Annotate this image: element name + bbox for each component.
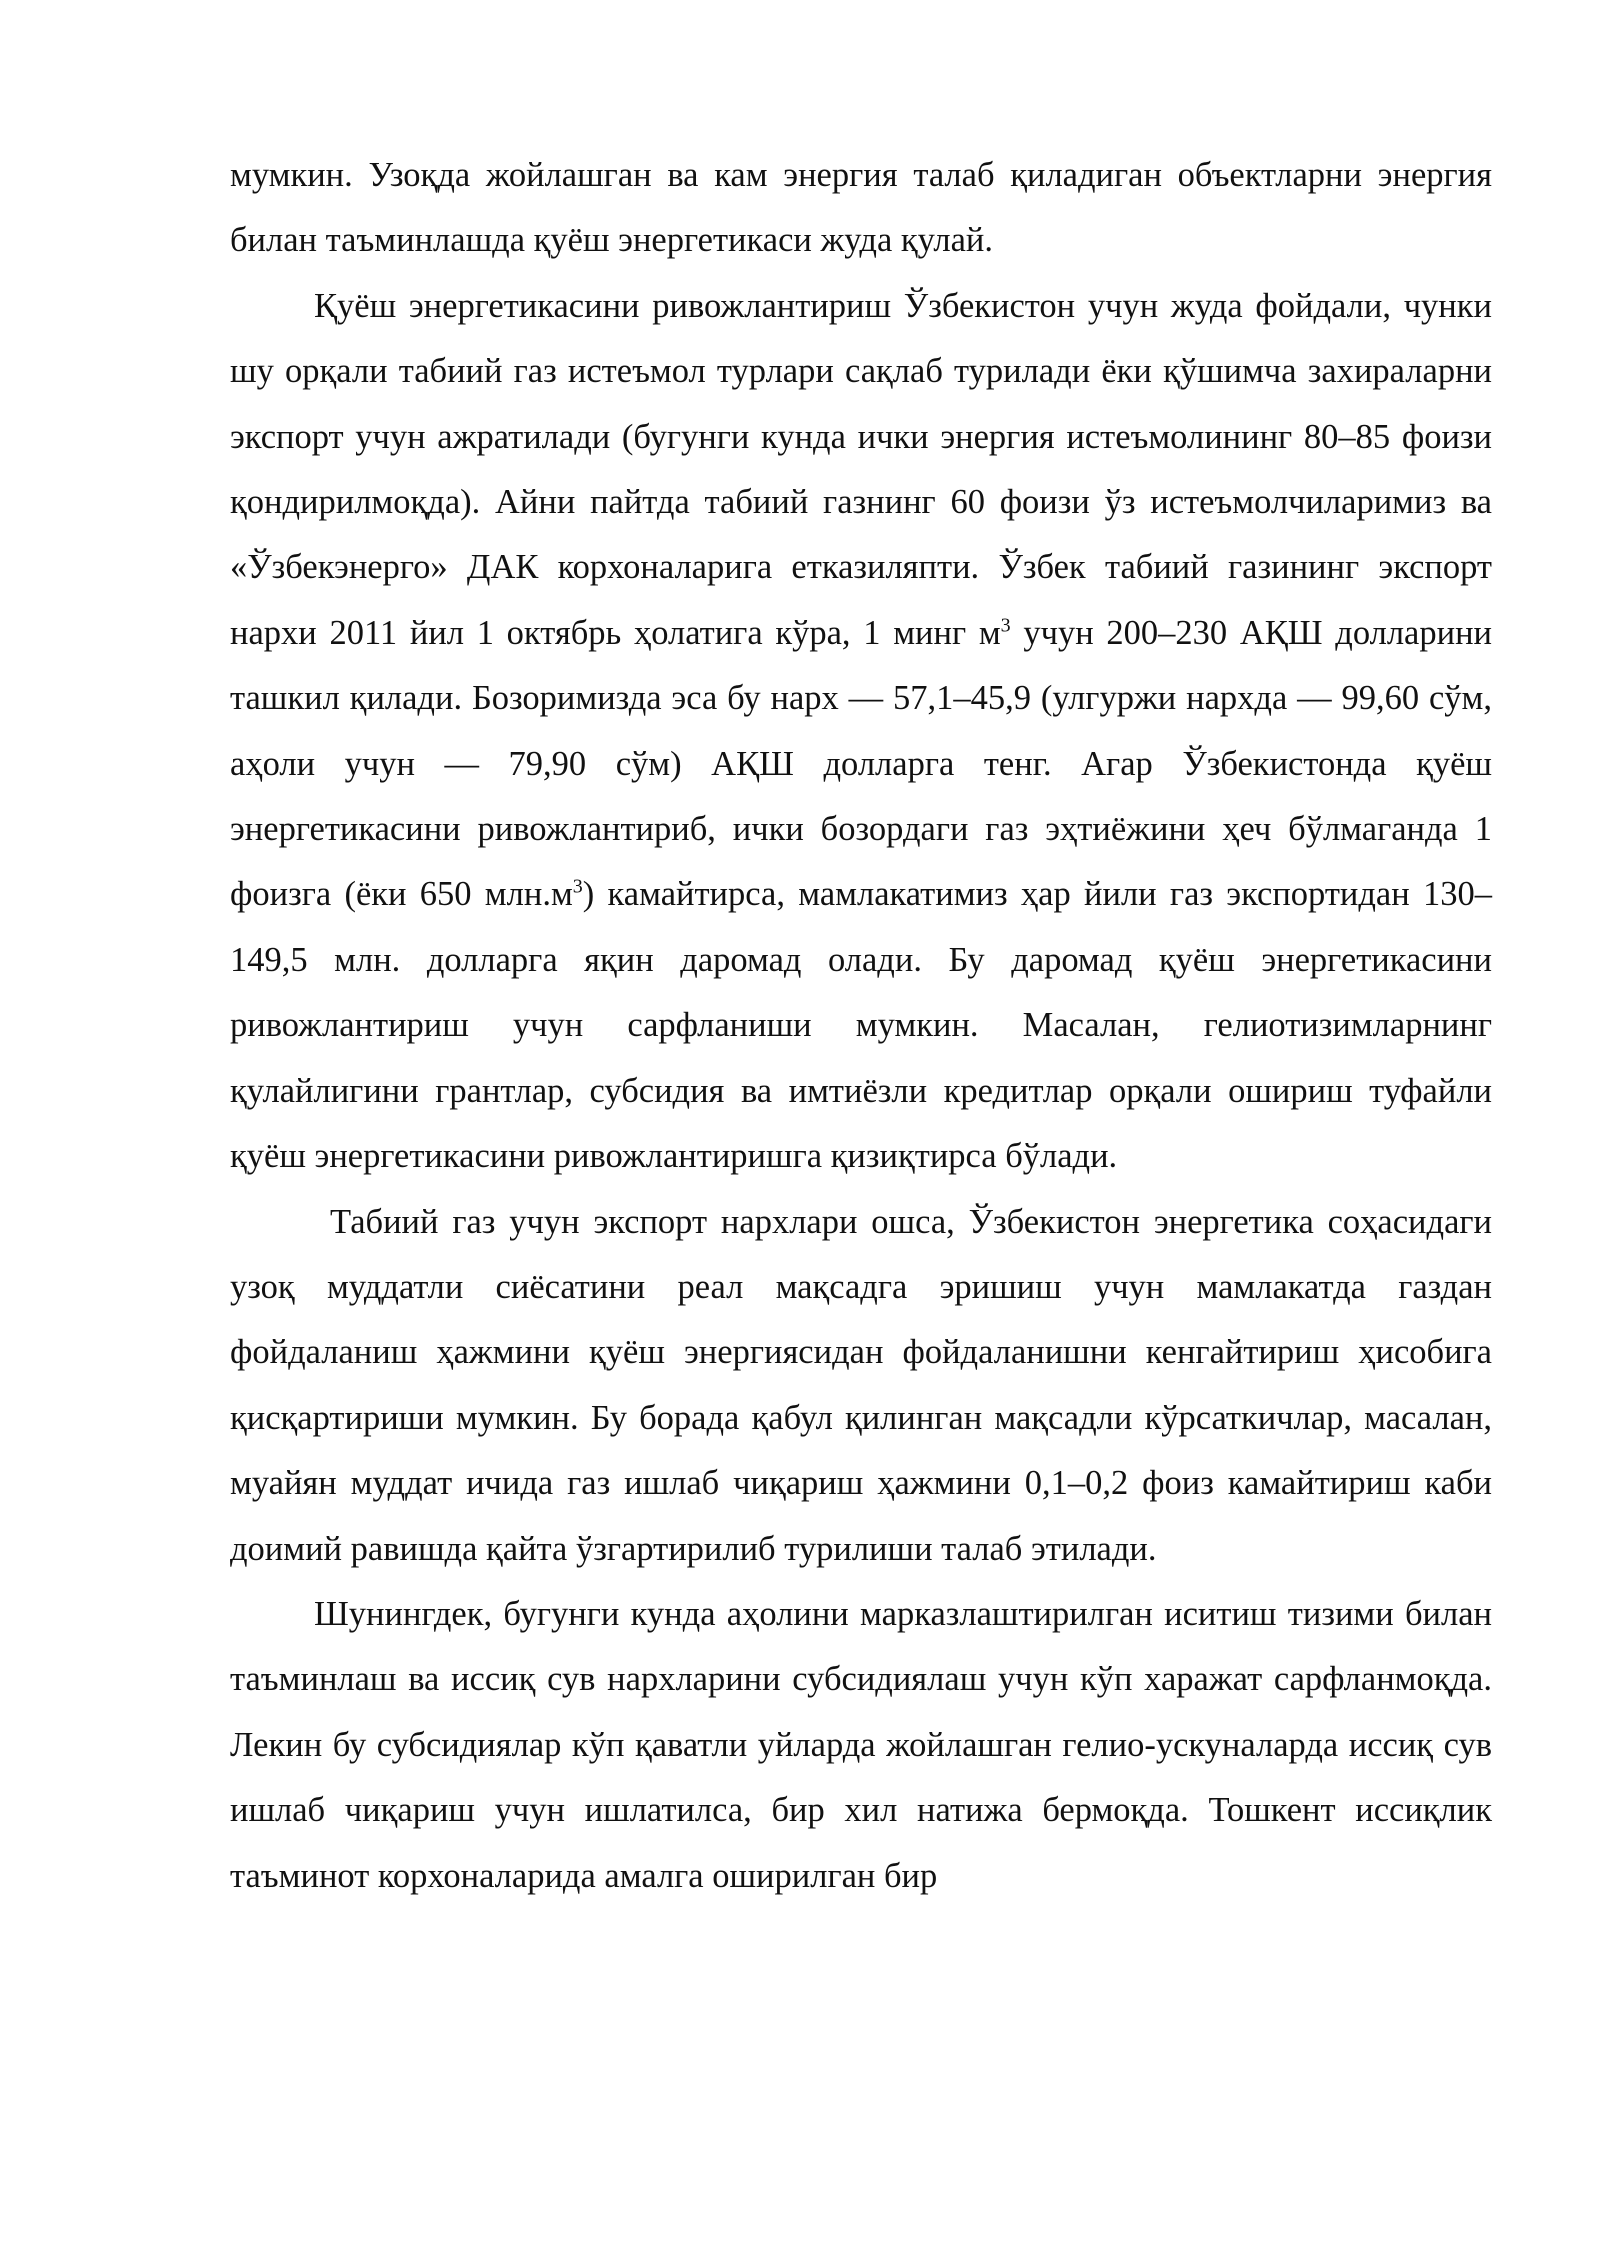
- paragraph-text-segment: ) камайтирса, мамлакатимиз ҳар йили газ экспортидан 130–149,5 млн. долларга яқин даромад олади. Бу даромад қуёш энергетикасини ривожлантириш учун сарфланиши мумкин. Масалан, гелиотизимларнинг қулайлигини грантлар, субсидия ва имтиёзли кредитлар орқали ошириш туфайли қуёш энергетикасини ривожлантиришга қизиқтирса бўлади.: [230, 875, 1492, 1176]
- paragraph-heating-subsidies: Шунингдек, бугунги кунда аҳолини марказлаштирилган иситиш тизими билан таъминлаш ва иссиқ сув нархларини субсидиялаш учун кўп харажат сарфланмоқда. Лекин бу субсидиялар кўп қаватли уйларда жойлашган гелио-ускуналарда иссиқ сув ишлаб чиқариш учун ишлатилса, бир хил натижа бермоқда. Тошкент иссиқлик таъминот корхоналарида амалга оширилган бир: [230, 1594, 1492, 1895]
- paragraph-export-prices: Табиий газ учун экспорт нархлари ошса, Ўзбекистон энергетика соҳасидаги узоқ муддатли сиёсатини реал мақсадга эришиш учун мамлакатда газдан фойдаланиш ҳажмини қуёш энергиясидан фойдаланишни кенгайтириш ҳисобига қисқартириши мумкин. Бу борада қабул қилинган мақсадли кўрсаткичлар, масалан, муайян муддат ичида газ ишлаб чиқариш ҳажмини 0,1–0,2 фоиз камайтириш каби доимий равишда қайта ўзгартирилиб турилиши талаб этилади.: [230, 1202, 1492, 1568]
- superscript-cubic: 3: [1000, 614, 1011, 637]
- document-body: [230, 143, 1492, 1909]
- paragraph-continuation: мумкин. Узоқда жойлашган ва кам энергия талаб қиладиган объектларни энергия билан таъминлашда қуёш энергетикаси жуда қулай.: [230, 156, 1492, 260]
- superscript-cubic: 3: [572, 875, 583, 898]
- paragraph-text-segment: Қуёш энергетикасини ривожлантириш Ўзбекистон учун жуда фойдали, чунки шу орқали табиий газ истеъмол турлари сақлаб турилади ёки қўшимча захираларни экспорт учун ажратилади (бугунги кунда ички энергия истеъмолининг 80–85 фоизи қондирилмоқда). Айни пайтда табиий газнинг 60 фоизи ўз истеъмолчиларимиз ва «Ўзбекэнерго» ДАК корхоналарига етказиляпти. Ўзбек табиий газининг экспорт нархи 2011 йил 1 октябрь ҳолатига кўра, 1 минг м: [230, 286, 1492, 652]
- paragraph-solar-benefits: [230, 274, 1492, 1190]
- paragraph-text-segment: учун 200–230 АҚШ долларини ташкил қилади. Бозоримизда эса бу нарх — 57,1–45,9 (улгуржи нархда — 99,60 сўм, аҳоли учун — 79,90 сўм) АҚШ долларга тенг. Агар Ўзбекистонда қуёш энергетикасини ривожлантириб, ички бозордаги газ эҳтиёжини ҳеч бўлмаганда 1 фоизга (ёки 650 млн.м: [230, 613, 1492, 914]
